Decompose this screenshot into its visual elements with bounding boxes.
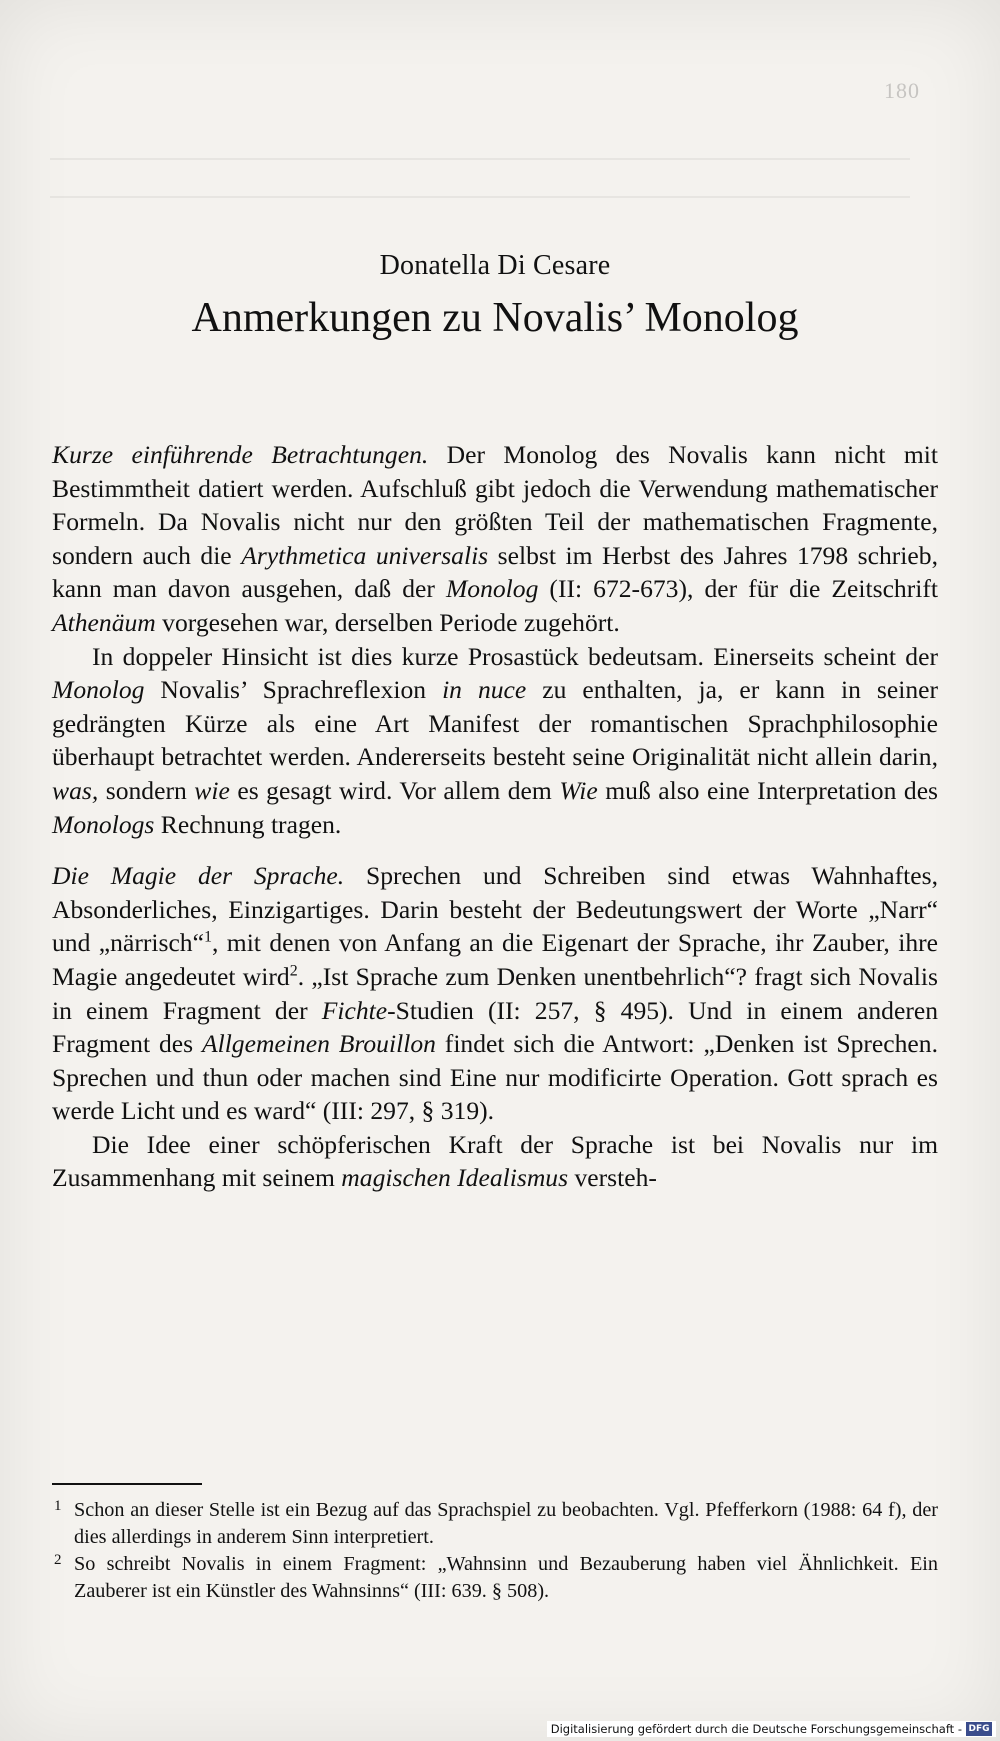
italic-text: Arythmetica universalis xyxy=(241,540,489,570)
text-run: -Studien (II: 257, § 495). Und in einem anderen Fragment des xyxy=(52,995,938,1059)
footnotes xyxy=(52,1497,938,1605)
text-run: selbst im Herbst des Jahres 1798 schrieb, kann man davon ausgehen, daß der xyxy=(52,540,938,604)
text-run: , mit denen von Anfang an die Eigenart der Sprache, ihr Zauber, ihre Magie angedeutet wird xyxy=(52,928,938,991)
italic-text: magischen Idealismus xyxy=(341,1163,569,1193)
italic-text: Athenäum xyxy=(52,607,156,637)
text-run: zu enthalten, ja, er kann in seiner gedrängten Kürze als eine Art Manifest der romantischen Sprachphilosophie überhaupt betrachtet werden. Andererseits besteht seine Originalität nicht allein darin, xyxy=(52,675,938,772)
footnote xyxy=(52,1551,938,1605)
text-run: In doppeler Hinsicht ist dies kurze Prosastück bedeutsam. Einerseits scheint der xyxy=(92,641,938,671)
footnote-separator xyxy=(52,1483,202,1485)
italic-text: Monologs xyxy=(52,809,155,839)
text-run: Der Monolog des Novalis kann nicht mit Bestimmtheit datiert werden. Aufschluß gibt jedoch die Verwendung mathematischer Formeln. Da Novalis nicht nur den größten Teil der mathematischen Fragmente, sondern auch die xyxy=(52,440,938,570)
text-run: Die Idee einer schöpferischen Kraft der Sprache ist bei Novalis nur im Zusammenhang mit seinem xyxy=(52,1129,938,1193)
italic-text: Monolog xyxy=(445,574,539,604)
italic-text: Fichte xyxy=(321,995,388,1025)
article-title: Anmerkungen zu Novalis’ Monolog xyxy=(191,295,799,341)
text-run: Rechnung tragen. xyxy=(154,809,342,839)
text-run: Novalis’ Sprachreflexion xyxy=(144,675,443,705)
text-run: . „Ist Sprache zum Denken unentbehrlich“? fragt sich Novalis in einem Fragment der xyxy=(52,961,938,1025)
bleed-through-page-number: 180 xyxy=(884,78,920,103)
text-run: (II: 672-673), der für die Zeitschrift xyxy=(538,574,938,604)
text-run: muß also eine Interpretation des xyxy=(597,775,939,805)
body-text xyxy=(52,438,938,1195)
text-run: findet sich die Antwort: „Denken ist Sprechen. Sprechen und thun oder machen sind Eine nur modificirte Operation. Gott sprach es werde Licht und es ward“ (III: 297, § 319). xyxy=(52,1029,938,1126)
digitization-footer xyxy=(547,1721,996,1737)
footnote-text: Schon an dieser Stelle ist ein Bezug auf das Sprachspiel zu beobachten. Vgl. Pfefferkorn (1988: 64 f), der dies allerdings in anderem Sinn interpretiert. xyxy=(74,1499,938,1548)
footnote-number: 1 xyxy=(54,1498,62,1514)
paragraph xyxy=(52,640,938,842)
text-run: Sprechen und Schreiben sind etwas Wahnhaftes, Absonderliches, Einzigartiges. Darin besteht der Bedeutungswert der Worte „Narr“ und „närrisch“ xyxy=(52,861,939,958)
footnote xyxy=(52,1497,938,1551)
footnote-number: 2 xyxy=(54,1552,62,1568)
footnote-reference: 2 xyxy=(289,962,298,980)
text-run: sondern xyxy=(98,775,195,805)
italic-text: wie xyxy=(194,775,230,805)
dfg-logo: DFG xyxy=(966,1722,992,1736)
article-heading xyxy=(0,250,990,342)
text-run: vorgesehen war, derselben Periode zugehört. xyxy=(155,607,620,637)
italic-text: Die Magie der Sprache. xyxy=(52,861,345,891)
italic-text: in nuce xyxy=(442,675,527,705)
italic-text: Allgemeinen Brouillon xyxy=(201,1029,436,1059)
italic-text: was, xyxy=(52,775,99,805)
funding-notice: Digitalisierung gefördert durch die Deutsche Forschungsgemeinschaft - xyxy=(550,1722,962,1736)
paragraph xyxy=(52,438,938,640)
footnote-text: So schreibt Novalis in einem Fragment: „Wahnsinn und Bezauberung haben viel Ähnlichkeit. Ein Zauberer ist ein Künstler des Wahnsinns“ (III: 639. § 508). xyxy=(74,1553,938,1602)
paragraph xyxy=(52,1128,938,1195)
footnote-reference: 1 xyxy=(203,928,212,946)
paragraph xyxy=(52,859,938,1128)
text-run: versteh- xyxy=(568,1163,657,1193)
author-name: Donatella Di Cesare xyxy=(379,250,611,281)
italic-text: Kurze einführende Betrachtungen. xyxy=(52,440,429,469)
bleed-through-line xyxy=(50,158,910,160)
italic-text: Monolog xyxy=(52,675,145,705)
italic-text: Wie xyxy=(559,775,598,805)
bleed-through-line xyxy=(50,196,910,198)
text-run: es gesagt wird. Vor allem dem xyxy=(229,775,560,805)
